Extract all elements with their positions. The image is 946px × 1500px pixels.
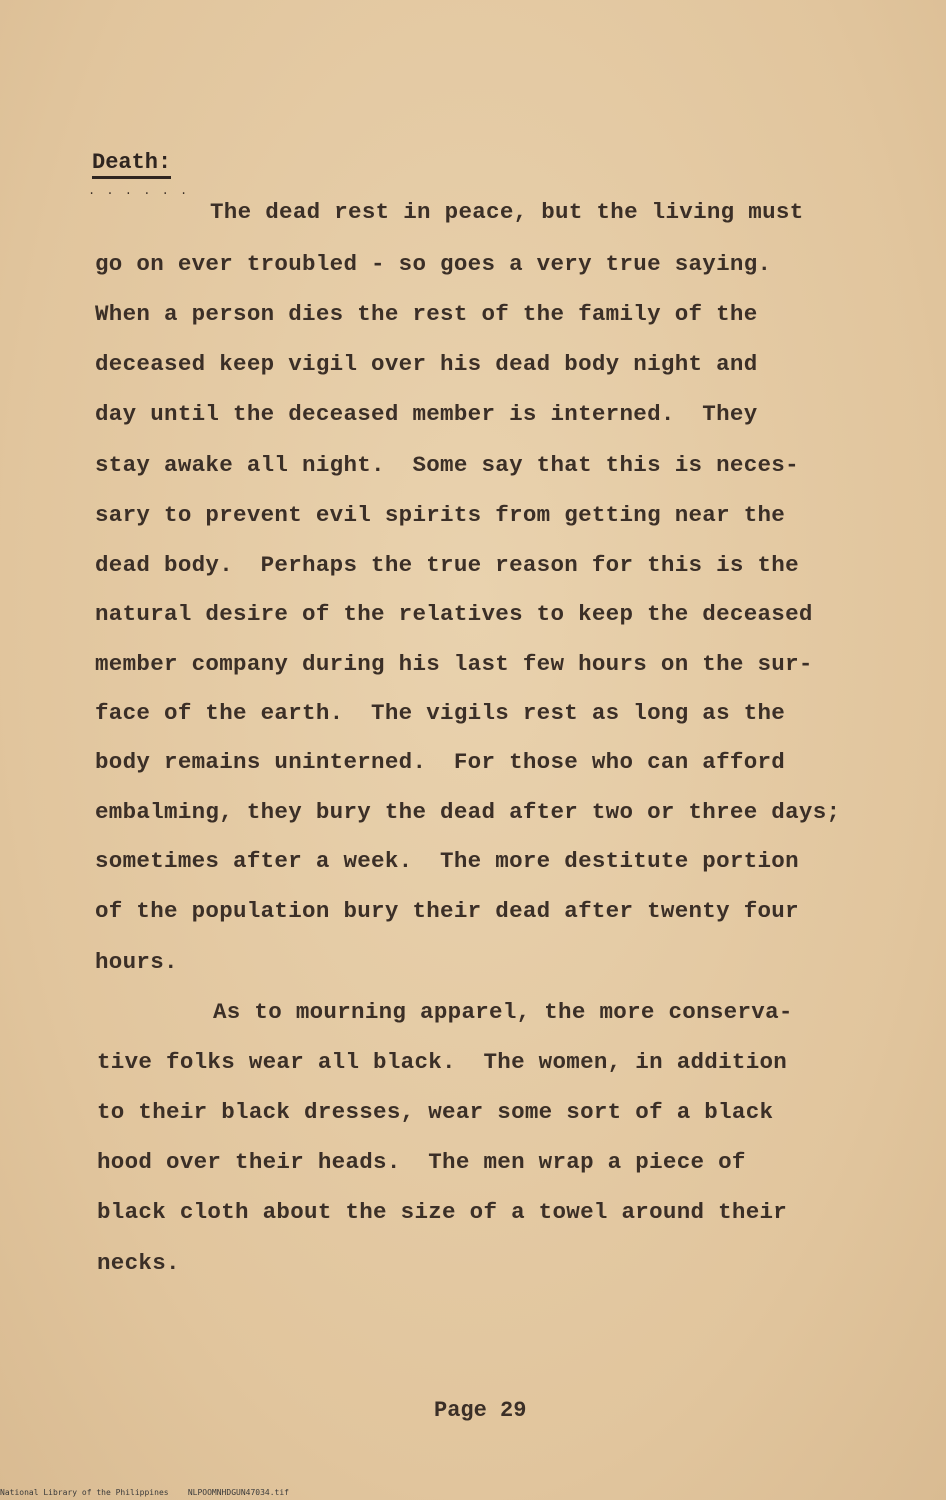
text-line: of the population bury their dead after twenty four [95, 898, 799, 924]
text-line: When a person dies the rest of the family of the [95, 301, 758, 327]
text-line: sary to prevent evil spirits from getting near the [95, 502, 786, 528]
footer-file: NLPOOMNHDGUN47034.tif [187, 1488, 289, 1497]
text-line: The dead rest in peace, but the living must [210, 199, 804, 225]
scan-footer [0, 1488, 289, 1497]
text-line: necks. [97, 1250, 180, 1276]
section-heading: Death: [92, 150, 171, 179]
text-line: day until the deceased member is interned. They [95, 401, 758, 427]
text-line: member company during his last few hours on the sur- [95, 651, 813, 677]
text-line: sometimes after a week. The more destitute portion [95, 848, 799, 874]
text-line: to their black dresses, wear some sort of a black [97, 1099, 774, 1125]
text-line: As to mourning apparel, the more conserva- [213, 999, 793, 1025]
text-line: face of the earth. The vigils rest as long as the [95, 700, 786, 726]
text-line: dead body. Perhaps the true reason for this is the [95, 552, 799, 578]
text-line: natural desire of the relatives to keep the deceased [95, 601, 813, 627]
text-line: deceased keep vigil over his dead body night and [95, 351, 758, 377]
text-line: hood over their heads. The men wrap a piece of [97, 1149, 746, 1175]
text-line: hours. [95, 949, 178, 975]
text-line: tive folks wear all black. The women, in addition [97, 1049, 788, 1075]
text-line: black cloth about the size of a towel around their [97, 1199, 788, 1225]
text-line: stay awake all night. Some say that this is neces- [95, 452, 799, 478]
page-number: Page 29 [434, 1398, 527, 1423]
footer-library: National Library of the Philippines [0, 1488, 169, 1497]
heading-dots: . . . . . . [88, 184, 190, 198]
text-line: body remains uninterned. For those who can afford [95, 749, 786, 775]
text-line: go on ever troubled - so goes a very true saying. [95, 251, 772, 277]
text-line: embalming, they bury the dead after two or three days; [95, 799, 841, 825]
